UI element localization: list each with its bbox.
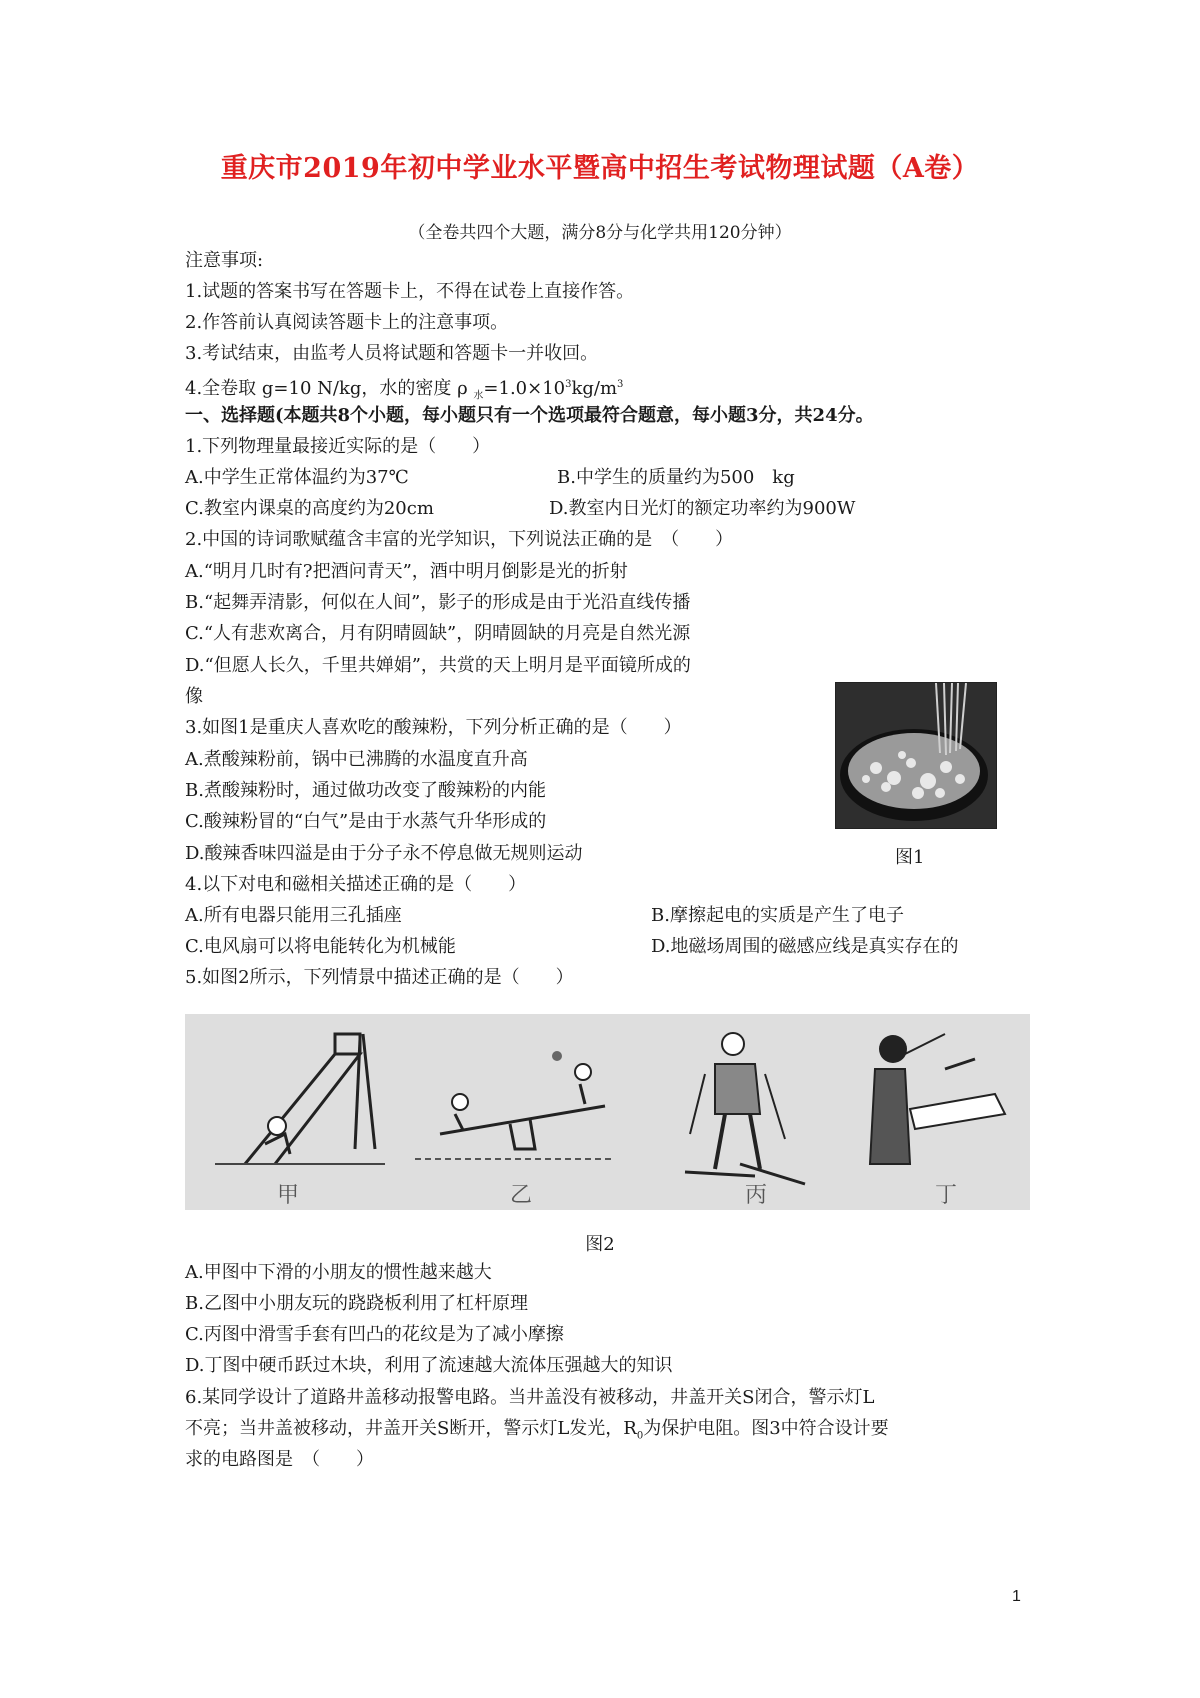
q6-line-2-prefix: 不亮；当井盖被移动，井盖开关S断开，警示灯L发光，R — [185, 1418, 637, 1439]
scenes-illustration — [185, 1014, 1030, 1210]
q2-option-d-cont: 像 — [185, 686, 203, 707]
q2-option-b: B.“起舞弄清影，何似在人间”，影子的形成是由于光沿直线传播 — [185, 592, 691, 613]
q4-option-a: A.所有电器只能用三孔插座 — [185, 905, 402, 926]
q2-option-a: A.“明月几时有?把酒问青天”，酒中明月倒影是光的折射 — [185, 561, 628, 582]
figure-2-scenes-image — [185, 1014, 1030, 1210]
figure-2-label-yi: 乙 — [510, 1183, 533, 1208]
q6-line-2 — [185, 1418, 889, 1448]
q1-stem: 1.下列物理量最接近实际的是（ ） — [185, 436, 491, 457]
notes-heading: 注意事项: — [185, 250, 264, 271]
figure-2-caption: 图2 — [585, 1234, 615, 1255]
figure-2-label-ding: 丁 — [935, 1183, 958, 1208]
q3-stem: 3.如图1是重庆人喜欢吃的酸辣粉，下列分析正确的是（ ） — [185, 717, 682, 738]
q3-option-c: C.酸辣粉冒的“白气”是由于水蒸气升华形成的 — [185, 811, 547, 832]
page-title: 重庆市2019年初中学业水平暨高中招生考试物理试题（A卷） — [220, 153, 980, 184]
q2-option-c: C.“人有悲欢离合，月有阴晴圆缺”，阴晴圆缺的月亮是自然光源 — [185, 623, 691, 644]
q6-line-2-suffix: 为保护电阻。图3中符合设计要 — [643, 1418, 889, 1439]
note-item-4-sub: 水 — [473, 390, 484, 402]
q3-option-b: B.煮酸辣粉时，通过做功改变了酸辣粉的内能 — [185, 780, 546, 801]
note-item-4 — [185, 374, 623, 408]
figure-2-label-bing: 丙 — [745, 1183, 768, 1208]
q5-option-d: D.丁图中硬币跃过木块，利用了流速越大流体压强越大的知识 — [185, 1355, 673, 1376]
q4-option-d: D.地磁场周围的磁感应线是真实存在的 — [651, 936, 959, 957]
noodle-pot-illustration — [836, 683, 996, 828]
note-item-1: 1.试题的答案书写在答题卡上，不得在试卷上直接作答。 — [185, 281, 635, 302]
note-item-4-mid: =1.0×10 — [483, 378, 566, 399]
q5-option-b: B.乙图中小朋友玩的跷跷板利用了杠杆原理 — [185, 1293, 528, 1314]
note-item-4-sup2: 3 — [617, 379, 624, 390]
q1-option-c: C.教室内课桌的高度约为20cm — [185, 498, 434, 519]
q1-option-d: D.教室内日光灯的额定功率约为900W — [549, 498, 856, 519]
q1-option-b: B.中学生的质量约为500 kg — [557, 467, 795, 488]
q4-option-b: B.摩擦起电的实质是产生了电子 — [651, 905, 904, 926]
note-item-4-unit: kg/m — [571, 378, 618, 399]
q1-option-a: A.中学生正常体温约为37℃ — [185, 467, 409, 488]
figure-1-caption: 图1 — [895, 847, 925, 868]
note-item-4-prefix: 4.全卷取 g=10 N/kg，水的密度 ρ — [185, 378, 474, 399]
q5-option-a: A.甲图中下滑的小朋友的惯性越来越大 — [185, 1262, 492, 1283]
q2-stem: 2.中国的诗词歌赋蕴含丰富的光学知识，下列说法正确的是 （ ） — [185, 529, 734, 550]
note-item-3: 3.考试结束，由监考人员将试题和答题卡一并收回。 — [185, 343, 599, 364]
q3-option-d: D.酸辣香味四溢是由于分子永不停息做无规则运动 — [185, 843, 583, 864]
q6-line-1: 6.某同学设计了道路井盖移动报警电路。当井盖没有被移动，井盖开关S闭合，警示灯L — [185, 1387, 875, 1408]
q6-line-3: 求的电路图是 （ ） — [185, 1449, 374, 1470]
q3-option-a: A.煮酸辣粉前，锅中已沸腾的水温度直升高 — [185, 749, 528, 770]
exam-subtitle: （全卷共四个大题，满分8分与化学共用120分钟） — [408, 223, 792, 243]
section-heading: 一、选择题(本题共8个小题，每小题只有一个选项最符合题意，每小题3分，共24分。 — [185, 405, 874, 426]
note-item-2: 2.作答前认真阅读答题卡上的注意事项。 — [185, 312, 509, 333]
q6-line-2-sub: 0 — [636, 1430, 644, 1442]
figure-2-label-jia: 甲 — [277, 1183, 300, 1208]
q4-stem: 4.以下对电和磁相关描述正确的是（ ） — [185, 874, 527, 895]
q2-option-d: D.“但愿人长久，千里共婵娟”，共赏的天上明月是平面镜所成的 — [185, 655, 691, 676]
q4-option-c: C.电风扇可以将电能转化为机械能 — [185, 936, 456, 957]
page-number: 1 — [1012, 1588, 1021, 1605]
q5-stem: 5.如图2所示，下列情景中描述正确的是（ ） — [185, 967, 574, 988]
q5-option-c: C.丙图中滑雪手套有凹凸的花纹是为了减小摩擦 — [185, 1324, 564, 1345]
figure-1-noodles-image — [835, 682, 997, 829]
note-item-4-sup1: 3 — [565, 379, 572, 390]
